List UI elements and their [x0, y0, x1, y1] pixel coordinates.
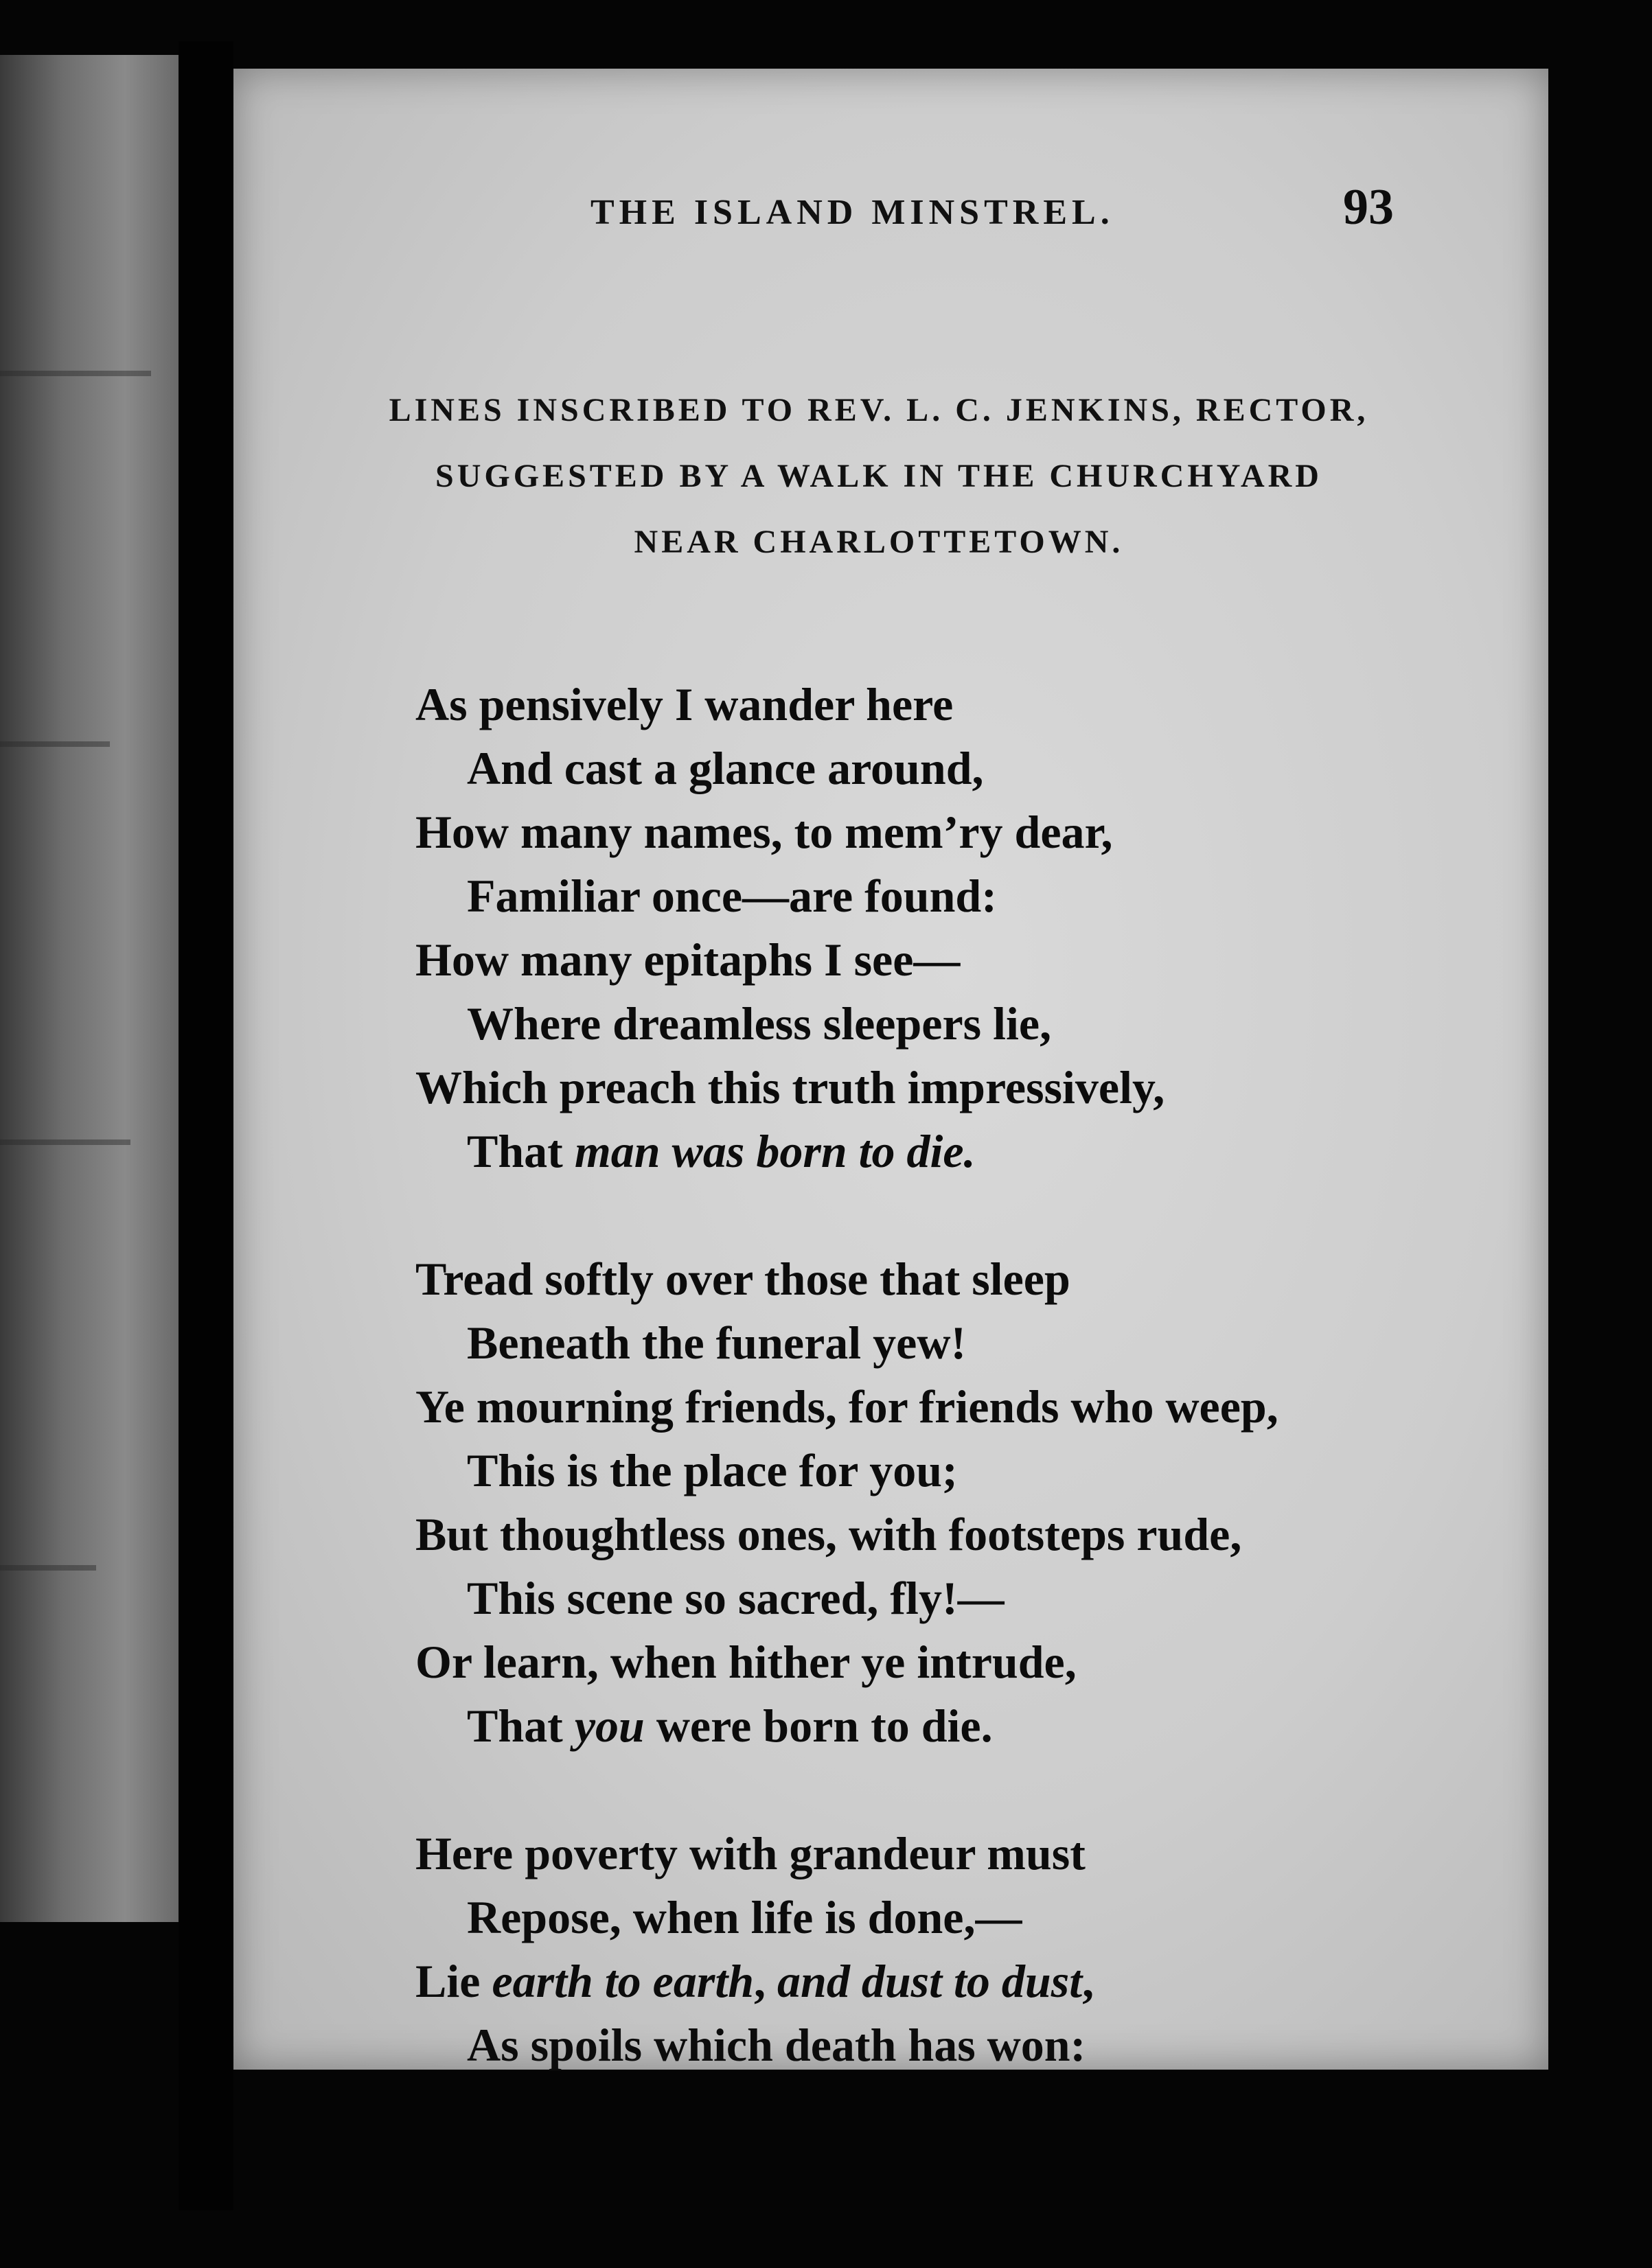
- title-line-2: SUGGESTED BY A WALK IN THE CHURCHYARD: [435, 458, 1322, 494]
- title-line-3: NEAR CHARLOTTETOWN.: [634, 524, 1124, 560]
- poem-line: Where dreamless sleepers lie,: [467, 997, 1052, 1050]
- poem-line: Which preach this truth impressively,: [415, 1061, 1165, 1113]
- poem-line: As pensively I wander here: [415, 678, 954, 730]
- show-through-mark: [0, 741, 110, 747]
- facing-page-edge: [0, 55, 179, 1922]
- show-through-mark: [0, 1565, 96, 1571]
- poem-text: That: [467, 1125, 575, 1177]
- poem-line: [415, 1694, 1514, 1758]
- stanza-3: [415, 1822, 1514, 2077]
- poem-line: [415, 1949, 1514, 2013]
- poem-text: Lie: [415, 1955, 492, 2007]
- stanza-1: [415, 673, 1514, 1183]
- poem-text: ,: [754, 1955, 778, 2007]
- poem-body: [415, 673, 1514, 2141]
- poem-text: were born to die.: [644, 1700, 993, 1752]
- poem-line: Repose, when life is done,—: [467, 1891, 1022, 1943]
- italic-text: you: [574, 1700, 645, 1752]
- book-gutter: [179, 41, 233, 2210]
- poem-line: How many names, to mem’ry dear,: [415, 806, 1113, 858]
- poem-line: This scene so sacred, fly!—: [467, 1572, 1005, 1624]
- poem-text: That: [467, 1700, 575, 1752]
- show-through-mark: [0, 1139, 130, 1145]
- show-through-mark: [0, 371, 151, 376]
- italic-text: man was born to die.: [574, 1125, 976, 1177]
- poem-line: This is the place for you;: [467, 1444, 958, 1496]
- poem-line: Ye mourning friends, for friends who weep,: [415, 1380, 1278, 1433]
- poem-title: [295, 378, 1462, 575]
- stanza-2: [415, 1247, 1514, 1758]
- poem-line: [415, 1120, 1514, 1183]
- italic-text: and dust to dust: [777, 1955, 1083, 2007]
- italic-text: earth to earth: [492, 1955, 755, 2007]
- poem-line: Here poverty with grandeur must: [415, 1827, 1086, 1879]
- poem-line: Beneath the funeral yew!: [467, 1317, 967, 1369]
- title-line-1: LINES INSCRIBED TO REV. L. C. JENKINS, RECTOR,: [389, 392, 1369, 428]
- poem-line: How many epitaphs I see—: [415, 934, 961, 986]
- poem-line: As spoils which death has won:: [467, 2019, 1086, 2071]
- book-page: [233, 69, 1548, 2070]
- poem-line: Familiar once—are found:: [467, 870, 997, 922]
- poem-line: Tread softly over those that sleep: [415, 1253, 1070, 1305]
- poem-text: ,: [1082, 1955, 1094, 2007]
- poem-line: And cast a glance around,: [467, 742, 984, 794]
- page-number: 93: [1343, 179, 1394, 235]
- running-head: THE ISLAND MINSTREL.: [590, 193, 1114, 232]
- poem-line: Or learn, when hither ye intrude,: [415, 1636, 1077, 1688]
- poem-line: But thoughtless ones, with footsteps rude,: [415, 1508, 1242, 1560]
